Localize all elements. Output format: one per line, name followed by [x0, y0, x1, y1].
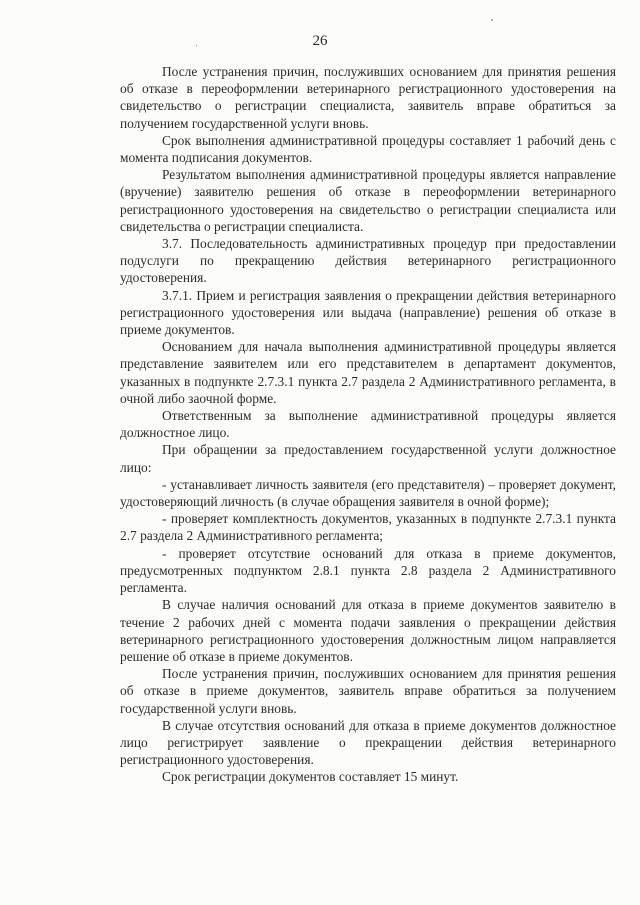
page-number: 26	[312, 33, 328, 49]
paragraph: Срок выполнения административной процедуры составляет 1 рабочий день с момента подписания документов.	[120, 132, 616, 166]
paragraph: Ответственным за выполнение административной процедуры является должностное лицо.	[120, 408, 616, 441]
list-item: - проверяет отсутствие оснований для отказа в приеме документов, предусмотренных подпунктом 2.8.1 пункта 2.8 раздела 2 Административного регламента.	[120, 545, 616, 596]
scan-speck	[491, 19, 493, 21]
document-body	[120, 63, 616, 786]
paragraph: После устранения причин, послуживших основанием для принятия решения об отказе в приеме документов, заявитель вправе обратиться за получением государственной услуги вновь.	[120, 666, 616, 716]
paragraph: Результатом выполнения административной процедуры является направление (вручение) заявителю решения об отказе в переоформлении ветеринарного регистрационного удостоверения на свидетельство о регистрации специалиста или свидетельства о регистрации специалиста.	[120, 167, 616, 234]
paragraph: Срок регистрации документов составляет 15 минут.	[162, 769, 459, 785]
section-heading: 3.7. Последовательность административных процедур при предоставлении подуслуги по прекращению действия ветеринарного регистрационного удостоверения.	[120, 236, 616, 286]
paragraph: В случае отсутствия оснований для отказа в приеме документов должностное лицо регистрирует заявление о прекращении действия ветеринарного регистрационного удостоверения.	[120, 717, 616, 768]
paragraph: В случае наличия оснований для отказа в приеме документов заявителю в течение 2 рабочих дней с момента подачи заявления о прекращении действия ветеринарного регистрационного удостоверения должностным лицом направляется решение об отказе в приеме документов.	[120, 597, 616, 664]
scan-speck	[196, 44, 197, 47]
paragraph: После устранения причин, послуживших основанием для принятия решения об отказе в переоформлении ветеринарного регистрационного удостоверения на свидетельство о регистрации специалиста, заявитель вправе обратиться за получением государственной услуги вновь.	[120, 64, 616, 131]
list-item: - устанавливает личность заявителя (его представителя) – проверяет документ, удостоверяющий личность (в случае обращения заявителя в очной форме);	[120, 476, 616, 510]
paragraph: Основанием для начала выполнения административной процедуры является представление заявителем или его представителем в департамент документов, указанных в подпункте 2.7.3.1 пункта 2.7 раздела 2 Административного регламента, в очной либо заочной форме.	[120, 339, 616, 406]
subsection-heading: 3.7.1. Прием и регистрация заявления о прекращении действия ветеринарного регистрационного удостоверения или выдача (направление) решения об отказе в приеме документов.	[120, 287, 616, 338]
paragraph: При обращении за предоставлением государственной услуги должностное лицо:	[120, 442, 616, 475]
list-item: - проверяет комплектность документов, указанных в подпункте 2.7.3.1 пункта 2.7 раздела 2 Административного регламента;	[120, 511, 616, 544]
